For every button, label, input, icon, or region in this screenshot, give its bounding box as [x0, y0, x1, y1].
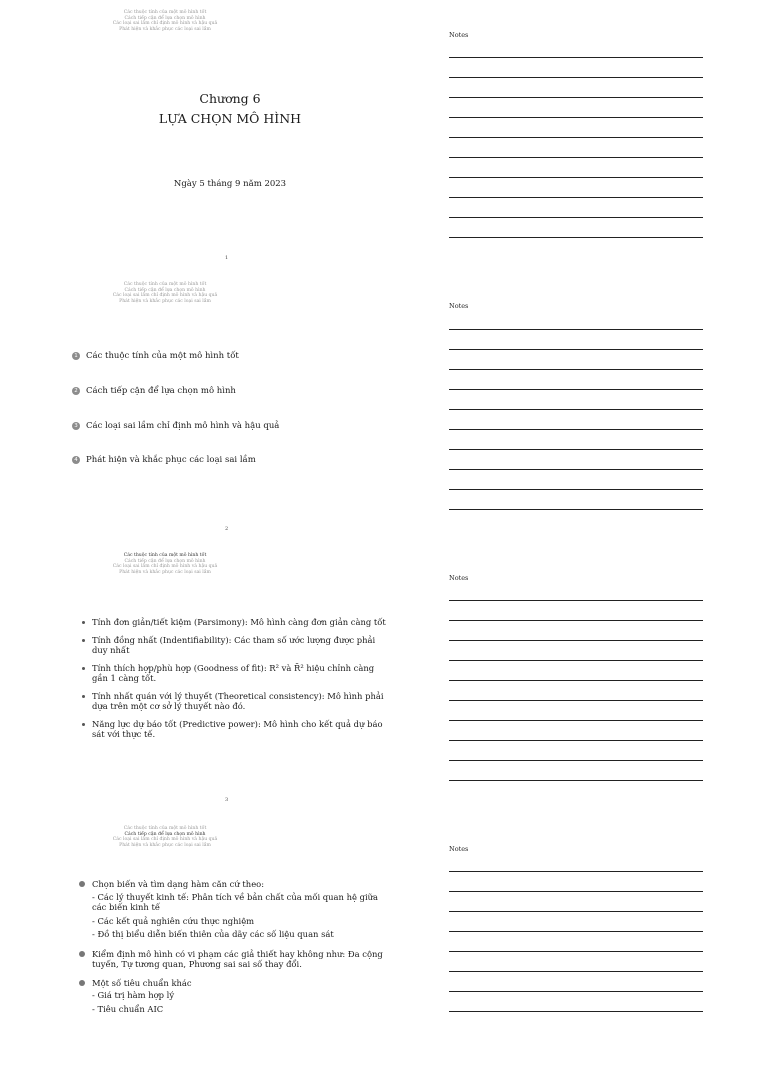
note-line[interactable] — [449, 911, 703, 912]
note-line[interactable] — [449, 349, 703, 350]
outline-item-label: Các thuộc tính của một mô hình tốt — [86, 351, 239, 361]
note-line[interactable] — [449, 720, 703, 721]
list-item: Tính nhất quán với lý thuyết (Theoretical consistency): Mô hình phải dựa trên một cơ sở lý thuyết nào đó. — [80, 691, 390, 712]
outline-item — [72, 455, 256, 465]
outline-item — [72, 421, 279, 431]
slide-1 — [0, 0, 440, 272]
nav-item[interactable]: Các loại sai lầm chỉ định mô hình và hậu quả — [112, 21, 218, 27]
page-number: 1 — [225, 255, 229, 261]
sub-item: - Tiêu chuẩn AIC — [92, 1003, 164, 1014]
note-line[interactable] — [449, 489, 703, 490]
note-line[interactable] — [449, 409, 703, 410]
slide-2 — [0, 272, 440, 544]
number-badge: 2 — [72, 387, 80, 395]
note-line[interactable] — [449, 509, 703, 510]
page-number: 2 — [225, 526, 229, 532]
note-line[interactable] — [449, 97, 703, 98]
nav-item[interactable]: Các thuộc tính của một mô hình tốt — [123, 826, 207, 831]
note-line[interactable] — [449, 991, 703, 992]
nav-item[interactable]: Phát hiện và khắc phục các loại sai lầm — [119, 842, 211, 848]
nav-item[interactable]: Các loại sai lầm chỉ định mô hình và hậu quả — [112, 564, 218, 570]
notes-label: Notes — [449, 574, 469, 582]
slide-date: Ngày 5 tháng 9 năm 2023 — [173, 179, 287, 189]
page-title: LỰA CHỌN MÔ HÌNH — [158, 111, 302, 126]
note-line[interactable] — [449, 117, 703, 118]
note-line[interactable] — [449, 57, 703, 58]
sub-item: - Các kết quả nghiên cứu thực nghiệm — [92, 915, 255, 926]
note-line[interactable] — [449, 971, 703, 972]
nav-item[interactable]: Cách tiếp cận để lựa chọn mô hình — [124, 558, 206, 564]
slide-navigation — [90, 10, 240, 32]
note-line[interactable] — [449, 369, 703, 370]
nav-item[interactable]: Các thuộc tính của một mô hình tốt — [123, 10, 207, 15]
outline-item-label: Phát hiện và khắc phục các loại sai lầm — [86, 455, 256, 465]
note-line[interactable] — [449, 780, 703, 781]
list-item: Tính thích hợp/phù hợp (Goodness of fit): R² và R̄² hiệu chỉnh càng gần 1 càng tốt. — [80, 663, 390, 684]
page-number: 3 — [225, 797, 229, 803]
note-line[interactable] — [449, 449, 703, 450]
note-line[interactable] — [449, 700, 703, 701]
list-item: Chọn biến và tìm dạng hàm căn cứ theo: — [78, 879, 388, 890]
nav-item-active[interactable]: Cách tiếp cận để lựa chọn mô hình — [124, 831, 206, 837]
slide-3 — [0, 544, 440, 816]
note-line[interactable] — [449, 429, 703, 430]
note-line[interactable] — [449, 740, 703, 741]
note-line[interactable] — [449, 640, 703, 641]
list-item: Kiểm định mô hình có vi phạm các giả thiết hay không như: Đa cộng tuyến, Tự tương quan, Phương sai sai số thay đổi. — [78, 949, 388, 970]
number-badge: 4 — [72, 456, 80, 464]
note-line[interactable] — [449, 871, 703, 872]
nav-item[interactable]: Các thuộc tính của một mô hình tốt — [123, 282, 207, 287]
note-line[interactable] — [449, 620, 703, 621]
slide-navigation — [90, 282, 240, 304]
nav-item[interactable]: Cách tiếp cận để lựa chọn mô hình — [124, 287, 206, 293]
note-line[interactable] — [449, 77, 703, 78]
sub-item: - Đồ thị biểu diễn biến thiên của dãy các số liệu quan sát — [92, 929, 334, 939]
nav-item[interactable]: Cách tiếp cận để lựa chọn mô hình — [124, 15, 206, 21]
note-line[interactable] — [449, 1011, 703, 1012]
notes-label: Notes — [449, 845, 469, 853]
note-line[interactable] — [449, 951, 703, 952]
note-line[interactable] — [449, 217, 703, 218]
note-line[interactable] — [449, 137, 703, 138]
slide-4 — [0, 816, 440, 1088]
note-line[interactable] — [449, 760, 703, 761]
note-line[interactable] — [449, 197, 703, 198]
sub-item: - Giá trị hàm hợp lý — [92, 990, 175, 1000]
approach-list — [78, 879, 388, 1017]
slide-navigation — [90, 826, 240, 848]
note-line[interactable] — [449, 469, 703, 470]
list-item: Một số tiêu chuẩn khác — [78, 978, 388, 989]
list-item: Tính đơn giản/tiết kiệm (Parsimony): Mô hình càng đơn giản càng tốt — [80, 617, 390, 628]
notes-label: Notes — [449, 302, 469, 310]
outline-item-label: Các loại sai lầm chỉ định mô hình và hậu quả — [86, 421, 280, 431]
note-line[interactable] — [449, 177, 703, 178]
notes-label: Notes — [449, 31, 469, 39]
note-line[interactable] — [449, 157, 703, 158]
nav-item[interactable]: Phát hiện và khắc phục các loại sai lầm — [119, 569, 211, 575]
nav-item-active[interactable]: Các thuộc tính của một mô hình tốt — [123, 553, 207, 558]
note-line[interactable] — [449, 680, 703, 681]
outline-item — [72, 386, 236, 396]
nav-item[interactable]: Các loại sai lầm chỉ định mô hình và hậu quả — [112, 837, 218, 843]
nav-item[interactable]: Phát hiện và khắc phục các loại sai lầm — [119, 298, 211, 304]
sub-item: - Các lý thuyết kinh tế: Phân tích về bản chất của mối quan hệ giữa các biến kinh tế — [92, 891, 379, 912]
number-badge: 3 — [72, 422, 80, 430]
note-line[interactable] — [449, 891, 703, 892]
note-line[interactable] — [449, 600, 703, 601]
nav-item[interactable]: Phát hiện và khắc phục các loại sai lầm — [119, 26, 211, 32]
number-badge: 1 — [72, 352, 80, 360]
list-item: Năng lực dự báo tốt (Predictive power): Mô hình cho kết quả dự báo sát với thực tế. — [80, 719, 390, 740]
note-line[interactable] — [449, 389, 703, 390]
outline-item-label: Cách tiếp cận để lựa chọn mô hình — [86, 386, 236, 396]
note-line[interactable] — [449, 329, 703, 330]
list-item: Tính đồng nhất (Indentifiability): Các tham số ước lượng được phải duy nhất — [80, 635, 390, 656]
nav-item[interactable]: Các loại sai lầm chỉ định mô hình và hậu quả — [112, 293, 218, 299]
properties-list — [80, 617, 390, 747]
note-line[interactable] — [449, 237, 703, 238]
chapter-label: Chương 6 — [199, 91, 261, 106]
note-line[interactable] — [449, 931, 703, 932]
slide-navigation — [90, 553, 240, 575]
outline-item — [72, 351, 239, 361]
note-line[interactable] — [449, 660, 703, 661]
